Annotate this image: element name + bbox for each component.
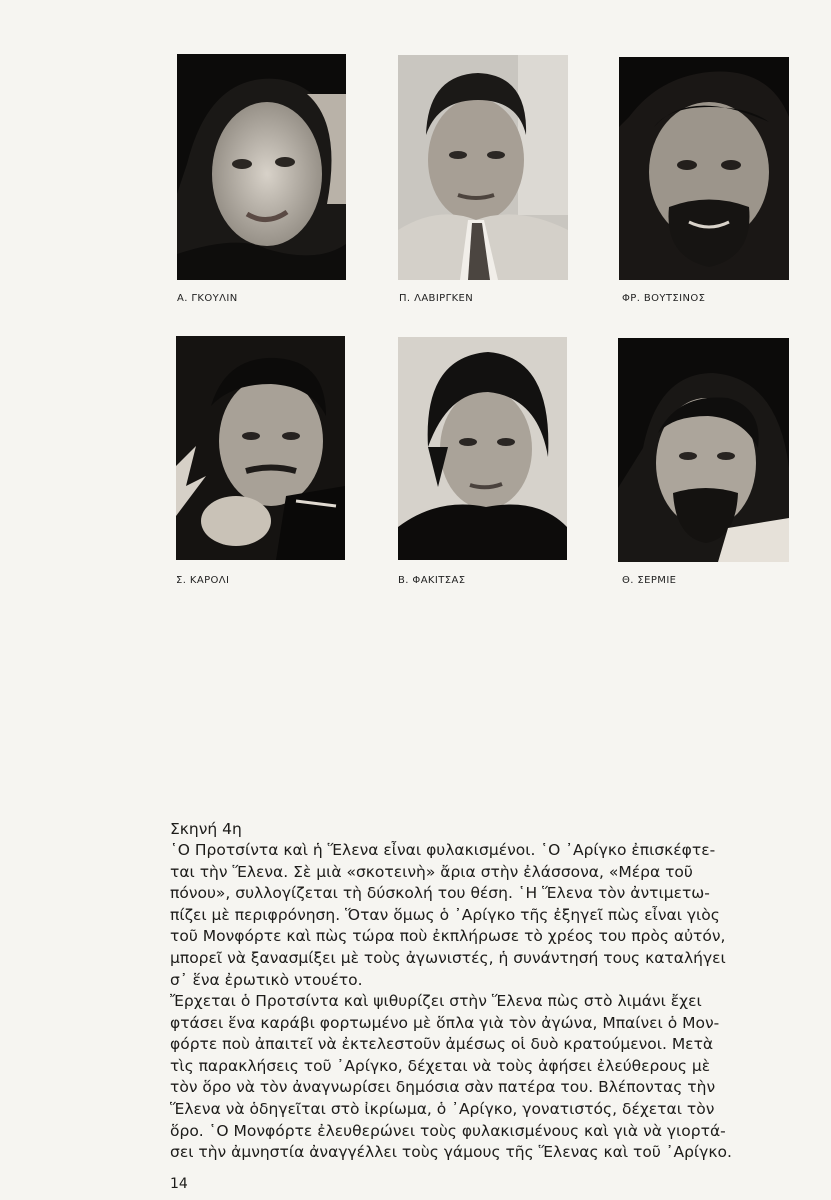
text-line: σ᾽ ἕνα ἐρωτικὸ ντουέτο. xyxy=(170,970,363,989)
text-line: ὅρο. ῾Ο Μονφόρτε ἐλευθερώνει τοὺς φυλακισμένους καὶ γιὰ νὰ γιορτά- xyxy=(170,1121,726,1140)
portrait-photo-2 xyxy=(398,55,568,280)
portrait-photo-1 xyxy=(177,54,346,280)
text-line: Ἔρχεται ὁ Προτσίντα καὶ ψιθυρίζει στὴν Ἕλενα πὼς στὸ λιμάνι ἔχει xyxy=(170,992,702,1010)
text-line: σει τὴν ἀμνηστία ἀναγγέλλει τοὺς γάμους τῆς Ἕλενας καὶ τοῦ ᾽Αρίγκο. xyxy=(170,1143,732,1162)
text-line: τὶς παρακλήσεις τοῦ ᾽Αρίγκο, δέχεται νὰ τοὺς ἀφήσει ἐλεύθερους μὲ xyxy=(170,1056,711,1075)
portrait-photo-4 xyxy=(176,336,345,560)
photo-caption-6: Θ. ΣΕΡΜΙΕ xyxy=(622,575,677,586)
text-line: τὸν ὅρο νὰ τὸν ἀναγνωρίσει δημόσια σὰν πατέρα του. Βλέποντας τὴν xyxy=(170,1078,716,1097)
text-line: πίζει μὲ περιφρόνηση. Ὅταν ὅμως ὁ ᾽Αρίγκο τῆς ἐξηγεῖ πὼς εἶναι γιὸς xyxy=(170,905,720,924)
text-line: Ἕλενα νὰ ὁδηγεῖται στὸ ἰκρίωμα, ὁ ᾽Αρίγκο, γονατιστός, δέχεται τὸν xyxy=(170,1099,715,1118)
text-line: μπορεῖ νὰ ξανασμίξει μὲ τοὺς ἀγωνιστές, ἡ συνάντησή τους καταλήγει xyxy=(170,948,726,967)
text-line: φόρτε ποὺ ἀπαιτεῖ νὰ ἐκτελεστοῦν ἀμέσως οἱ δυὸ κρατούμενοι. Μετὰ xyxy=(170,1035,714,1054)
photo-caption-4: Σ. ΚΑΡΟΛΙ xyxy=(176,575,230,586)
photo-caption-1: Α. ΓΚΟΥΛΙΝ xyxy=(177,293,238,304)
page-number: 14 xyxy=(170,1176,188,1192)
text-line: ῾Ο Προτσίντα καὶ ἡ Ἕλενα εἶναι φυλακισμένοι. ῾Ο ᾽Αρίγκο ἐπισκέφτε- xyxy=(170,841,716,859)
text-line: πόνου», συλλογίζεται τὴ δύσκολή του θέση. ῾Η Ἕλενα τὸν ἀντιμετω- xyxy=(170,884,710,903)
text-line: τοῦ Μονφόρτε καὶ πὼς τώρα ποὺ ἐκπλήρωσε τὸ χρέος του πρὸς αὐτόν, xyxy=(170,927,726,946)
photo-caption-2: Π. ΛΑΒΙΡΓΚΕΝ xyxy=(399,293,474,304)
portrait-photo-5 xyxy=(398,337,567,560)
text-line: ται τὴν Ἕλενα. Σὲ μιὰ «σκοτεινὴ» ἄρια στὴν ἐλάσσονα, «Μέρα τοῦ xyxy=(170,862,693,881)
text-line: φτάσει ἕνα καράβι φορτωμένο μὲ ὅπλα γιὰ τὸν ἀγώνα, Μπαίνει ὁ Μον- xyxy=(170,1013,720,1032)
photo-caption-5: Β. ΦΑΚΙΤΣΑΣ xyxy=(398,575,466,586)
scene-title: Σκηνή 4η xyxy=(170,820,242,838)
scene-paragraph-2 xyxy=(170,991,792,1164)
portrait-photo-3 xyxy=(619,57,789,280)
scene-paragraph-1 xyxy=(170,840,792,991)
photo-caption-3: ΦΡ. ΒΟΥΤΣΙΝΟΣ xyxy=(622,293,706,304)
portrait-photo-6 xyxy=(618,338,789,562)
